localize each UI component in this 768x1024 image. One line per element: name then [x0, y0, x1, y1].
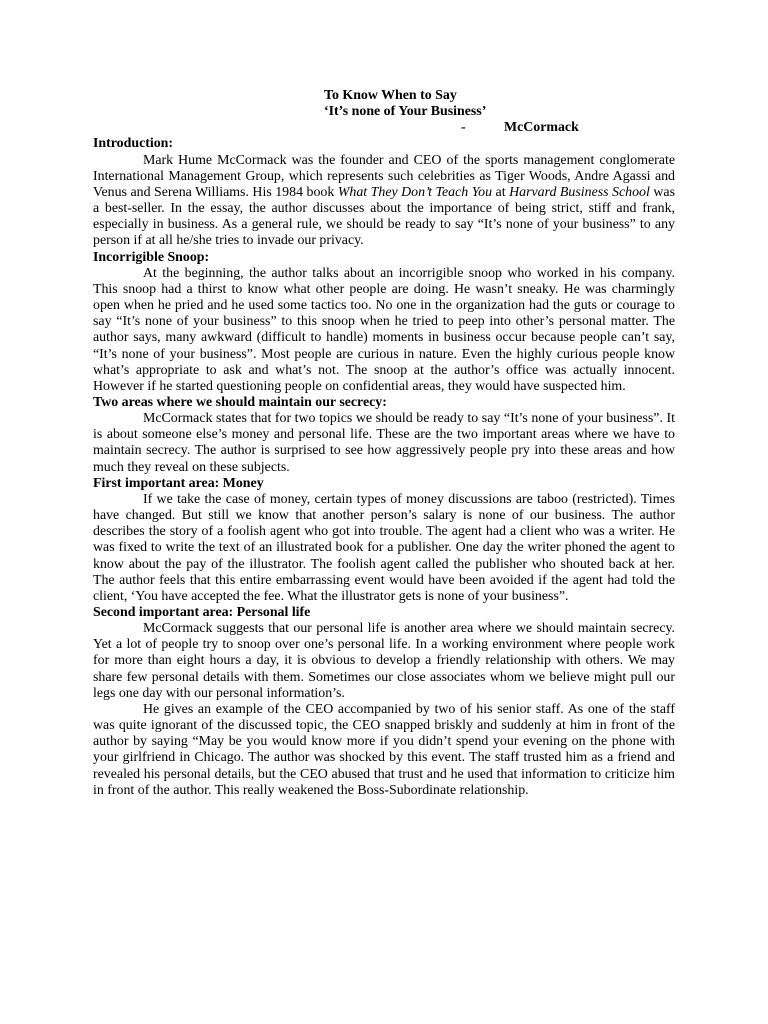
body-paragraph [93, 411, 675, 476]
body-paragraph [93, 266, 675, 395]
section-heading: Incorrigible Snoop: [93, 249, 210, 265]
paragraph-text: at [492, 184, 510, 200]
title-block [324, 88, 675, 136]
essay-body [93, 136, 675, 798]
document-title-line-2: ‘It’s none of Your Business’ [324, 104, 487, 120]
paragraph-text: Mark Hume McCormack was the founder and CEO of the sports management conglomerate International Management Group, which represents such celebrities as Tiger Woods, Andre Agassi and Venus and Serena Williams. His 1984 book [93, 152, 675, 200]
paragraph-text: McCormack states that for two topics we should be ready to say “It’s none of your business”. It is about someone else’s money and personal life. These are the two important areas where we have to maintain secrecy. The author is surprised to see how aggressively people pry into these areas and how much they reveal on these subjects. [93, 411, 675, 475]
italic-text: What They Don’t Teach You [337, 184, 493, 200]
author-line [324, 120, 675, 136]
paragraph-text: McCormack suggests that our personal life is another area where we should maintain secrecy. Yet a lot of people try to snoop over one’s personal life. In a working environment where people work for more than eight hours a day, it is obvious to develop a friendly relationship with others. We may share few personal details with them. Sometimes our close associates whom we believe might pull our legs one day with our personal information’s. [93, 621, 675, 701]
document-title-line-1: To Know When to Say [324, 88, 457, 103]
body-paragraph [93, 492, 675, 605]
section-heading: Introduction: [93, 136, 174, 152]
section-heading: First important area: Money [93, 475, 264, 491]
italic-text: Harvard Business School [509, 184, 650, 200]
paragraph-text: At the beginning, the author talks about an incorrigible snoop who worked in his company. This snoop had a thirst to know what other people are doing. He wasn’t sneaky. He was charmingly open when he pried and he used some tactics too. No one in the organization had the guts or courage to say “It’s none of your business” to this snoop when he tried to peep into other’s personal matter. The author says, many awkward (difficult to handle) moments in business occur because people can’t say, “It’s none of your business”. Most people are curious in nature. Even the highly curious people know what’s appropriate to ask and what’s not. The snoop at the author’s office was actually innocent. However if he started questioning people on confidential areas, they would have suspected him. [93, 265, 675, 394]
paragraph-text: He gives an example of the CEO accompanied by two of his senior staff. As one of the staff was quite ignorant of the discussed topic, the CEO snapped briskly and suddenly at him in front of the author by saying “May be you would know more if you didn’t spend your evening on the phone with your girlfriend in Chicago. The author was shocked by this event. The staff trusted him as a friend and revealed his personal details, but the CEO abused that trust and he used that information to criticize him in front of the author. This really weakened the Boss-Subordinate relationship. [93, 701, 675, 798]
section-heading: Two areas where we should maintain our secrecy: [93, 394, 387, 410]
author-name: McCormack [504, 120, 579, 136]
body-paragraph [93, 153, 675, 250]
section-heading: Second important area: Personal life [93, 605, 311, 620]
paragraph-text: If we take the case of money, certain types of money discussions are taboo (restricted). Times have changed. But still we know that another person’s salary is none of our business. The author describes the story of a foolish agent who got into trouble. The agent had a client who was a writer. He was fixed to write the text of an illustrated book for a publisher. One day the writer phoned the agent to know about the pay of the illustrator. The foolish agent called the publisher who shouted back at her. The author feels that this entire embarrassing event would have been avoided if the agent had told the client, ‘You have accepted the fee. What the illustrator gets is none of your business”. [93, 491, 675, 604]
body-paragraph [93, 621, 675, 702]
paragraph-text: was a best-seller. In the essay, the author discusses about the importance of being strict, stiff and frank, especially in business. As a general rule, we should be ready to say “It’s none of your business” to any person if at all he/she tries to invade our privacy. [93, 184, 675, 249]
document-page [93, 88, 675, 799]
author-dash: - [461, 120, 466, 136]
body-paragraph [93, 702, 675, 799]
